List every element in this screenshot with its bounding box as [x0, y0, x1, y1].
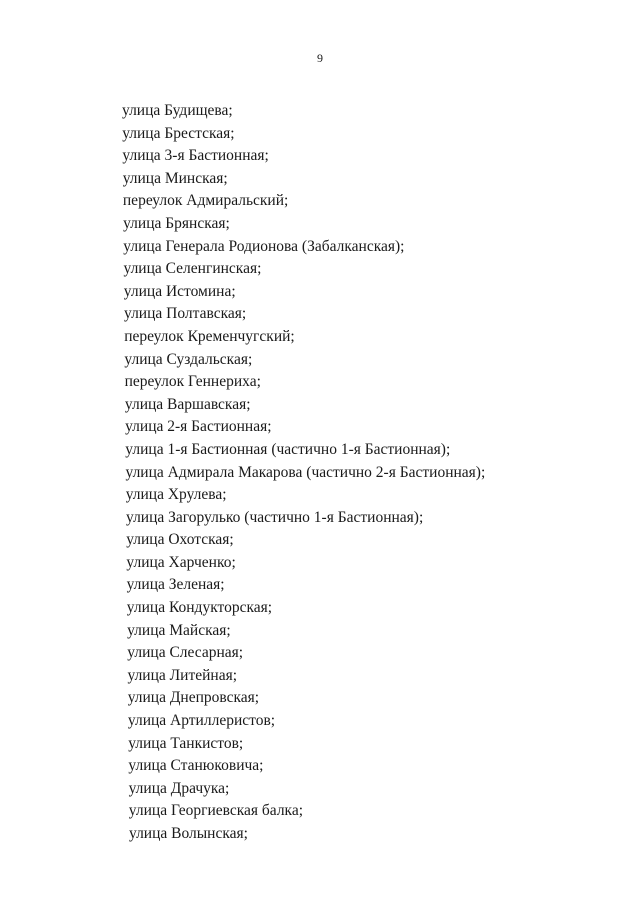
street-list-item: улица Истомина;	[123, 282, 236, 300]
street-list-item: улица Загорулько (частично 1-я Бастионная);	[126, 508, 424, 526]
street-list-item: улица Полтавская;	[124, 305, 247, 323]
street-list-item: улица Майская;	[127, 621, 231, 639]
street-list-item: улица Волынская;	[129, 825, 248, 842]
street-list-item: улица Минская;	[122, 169, 228, 187]
street-list-item: улица Варшавская;	[124, 395, 251, 413]
street-list-item: улица Будищева;	[122, 102, 233, 119]
street-list-item: улица Танкистов;	[128, 734, 244, 752]
page-number: 9	[317, 51, 323, 65]
street-list-item: улица Артиллеристов;	[127, 712, 276, 730]
street-list-item: улица Адмирала Макарова (частично 2-я Бастионная);	[125, 463, 486, 481]
street-list-item: улица Селенгинская;	[123, 260, 262, 278]
street-list-item: улица Георгиевская балка;	[128, 802, 304, 820]
street-list-item: улица Станюковича;	[128, 757, 264, 775]
street-list-item: улица Драчука;	[128, 779, 230, 797]
street-list-item: улица Брестская;	[122, 124, 235, 142]
street-list-item: улица Днепровская;	[127, 689, 260, 707]
street-list-item: улица Зеленая;	[126, 576, 225, 594]
street-list-item: улица Брянская;	[123, 214, 230, 232]
street-list-item: улица 3-я Бастионная;	[122, 147, 269, 165]
street-list-item: переулок Адмиральский;	[122, 192, 289, 210]
street-list-item: улица Литейная;	[127, 666, 238, 684]
street-list-item: улица Суздальская;	[124, 350, 253, 368]
street-list-item: улица Кондукторская;	[126, 599, 273, 617]
street-list-item: улица 1-я Бастионная (частично 1-я Бастионная);	[125, 440, 451, 458]
street-list-item: переулок Геннериха;	[124, 373, 261, 391]
street-list-item: улица Хрулева;	[125, 486, 227, 504]
street-list-item: улица Охотская;	[126, 531, 234, 549]
street-list-item: улица Генерала Родионова (Забалканская);	[123, 237, 405, 255]
street-list-item: переулок Кременчугский;	[124, 327, 295, 345]
street-list-item: улица Слесарная;	[127, 644, 244, 662]
street-list-item: улица 2-я Бастионная;	[125, 418, 272, 436]
street-list-item: улица Харченко;	[126, 553, 236, 571]
street-list	[0, 100, 640, 846]
